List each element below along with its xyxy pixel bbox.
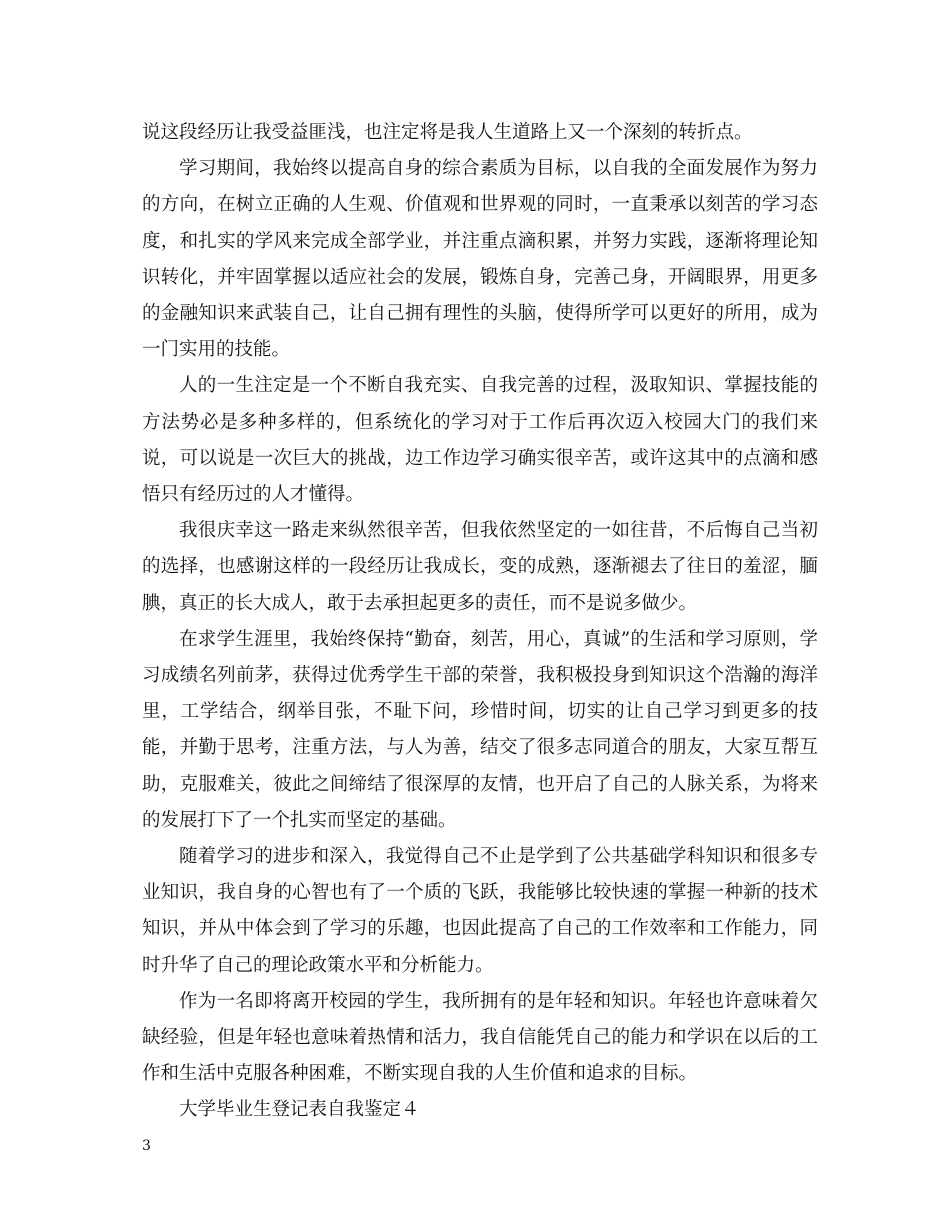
paragraph-study-period: 学习期间，我始终以提高自身的综合素质为目标，以自我的全面发展作为努力的方向，在树立正确的人生观、价值观和世界观的同时，一直秉承以刻苦的学习态度，和扎实的学风来完成全部学业，并注重点滴积累，并努力实践，逐渐将理论知识转化，并牢固掌握以适应社会的发展，锻炼自身，完善己身，开阔眼界，用更多的金融知识来武装自己，让自己拥有理性的头脑，使得所学可以更好的所用，成为一门实用的技能。 [142, 158, 818, 361]
section-heading: 大学毕业生登记表自我鉴定４ [179, 1099, 420, 1121]
paragraph-progress: 随着学习的进步和深入，我觉得自己不止是学到了公共基础学科知识和很多专业知识，我自身的心智也有了一个质的飞跃，我能够比较快速的掌握一种新的技术知识，并从中体会到了学习的乐趣，也因此提高了自己的工作效率和工作能力，同时升华了自己的理论政策水平和分析能力。 [142, 846, 818, 976]
paragraph-study-career: 在求学生涯里，我始终保持“勤奋，刻苦，用心，真诚”的生活和学习原则，学习成绩名列前茅，获得过优秀学生干部的荣誉，我积极投身到知识这个浩瀚的海洋里，工学结合，纲举目张，不耻下问，珍惜时间，切实的让自己学习到更多的技能，并勤于思考，注重方法，与人为善，结交了很多志同道合的朋友，大家互帮互助，克服难关，彼此之间缔结了很深厚的友情，也开启了自己的人脉关系，为将来的发展打下了一个扎实而坚定的基础。 [142, 628, 818, 831]
paragraph-continuation: 说这段经历让我受益匪浅，也注定将是我人生道路上又一个深刻的转折点。 [142, 122, 753, 143]
paragraph-life-growth: 人的一生注定是一个不断自我充实、自我完善的过程，汲取知识、掌握技能的方法势必是多种多样的，但系统化的学习对于工作后再次迈入校园大门的我们来说，可以说是一次巨大的挑战，边工作边学习确实很辛苦，或许这其中的点滴和感悟只有经历过的人才懂得。 [142, 375, 818, 506]
document-body [142, 115, 818, 1129]
page-number: 3 [142, 1138, 151, 1154]
paragraph-graduating-student: 作为一名即将离开校园的学生，我所拥有的是年轻和知识。年轻也许意味着欠缺经验，但是年轻也意味着热情和活力，我自信能凭自己的能力和学识在以后的工作和生活中克服各种困难，不断实现自我的人生价值和追求的目标。 [142, 990, 818, 1085]
paragraph-fortunate-journey: 我很庆幸这一路走来纵然很辛苦，但我依然坚定的一如往昔，不后悔自己当初的选择，也感谢这样的一段经历让我成长，变的成熟，逐渐褪去了往日的羞涩，腼腆，真正的长大成人，敢于去承担起更多的责任，而不是说多做少。 [142, 520, 818, 614]
